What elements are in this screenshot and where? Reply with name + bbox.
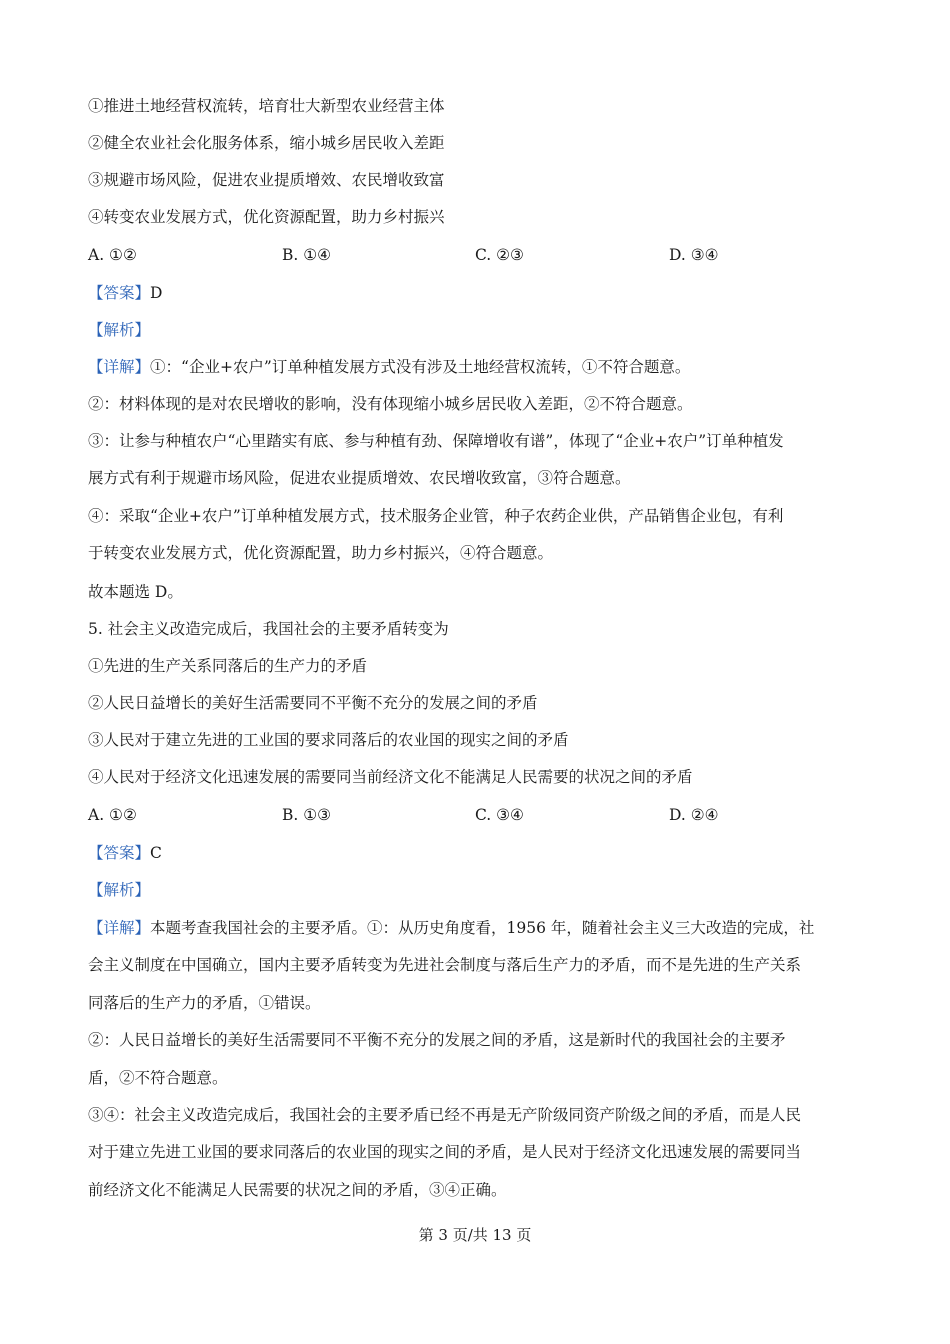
q5-statement-3: ③人民对于建立先进的工业国的要求同落后的农业国的现实之间的矛盾 bbox=[88, 731, 569, 749]
q5-statement-2: ②人民日益增长的美好生活需要同不平衡不充分的发展之间的矛盾 bbox=[88, 694, 538, 712]
q5-analysis bbox=[88, 879, 150, 901]
q4-statement-3: ③规避市场风险，促进农业提质增效、农民增收致富 bbox=[88, 171, 445, 189]
q4-option-c: C. ②③ bbox=[475, 246, 524, 264]
q5-option-c: C. ③④ bbox=[475, 806, 524, 824]
q4-detail-text-1: ①：“企业+农户”订单种植发展方式没有涉及土地经营权流转，①不符合题意。 bbox=[150, 358, 691, 376]
q5-detail-4: ②：人民日益增长的美好生活需要同不平衡不充分的发展之间的矛盾，这是新时代的我国社会的主要矛 bbox=[88, 1031, 786, 1049]
q4-option-b: B. ①④ bbox=[282, 246, 332, 264]
q5-analysis-tag: 【解析】 bbox=[88, 881, 151, 899]
q4-detail-2: ②：材料体现的是对农民增收的影响，没有体现缩小城乡居民收入差距，②不符合题意。 bbox=[88, 395, 693, 413]
q5-option-a: A. ①② bbox=[88, 806, 137, 824]
q5-answer bbox=[88, 842, 162, 864]
q5-detail-2: 会主义制度在中国确立，国内主要矛盾转变为先进社会制度与落后生产力的矛盾，而不是先进的生产关系 bbox=[88, 956, 802, 974]
q5-stem: 5. 社会主义改造完成后，我国社会的主要矛盾转变为 bbox=[88, 620, 449, 638]
q4-analysis-tag: 【解析】 bbox=[88, 321, 151, 339]
q4-statement-1: ①推进土地经营权流转，培育壮大新型农业经营主体 bbox=[88, 97, 445, 115]
q5-option-b: B. ①③ bbox=[282, 806, 332, 824]
q5-detail-tag: 【详解】 bbox=[88, 919, 151, 937]
q5-answer-value: C bbox=[150, 844, 162, 862]
q4-answer-tag: 【答案】 bbox=[88, 284, 151, 302]
q4-answer bbox=[88, 282, 162, 304]
q5-detail-8: 前经济文化不能满足人民需要的状况之间的矛盾，③④正确。 bbox=[88, 1181, 507, 1199]
q5-detail-7: 对于建立先进工业国的要求同落后的农业国的现实之间的矛盾，是人民对于经济文化迅速发展的需要同当 bbox=[88, 1143, 802, 1161]
q4-analysis bbox=[88, 319, 150, 341]
q4-detail-5: ④：采取“企业+农户”订单种植发展方式，技术服务企业管，种子农药企业供，产品销售企业包，有利 bbox=[88, 507, 784, 525]
q5-detail-3: 同落后的生产力的矛盾，①错误。 bbox=[88, 994, 321, 1012]
q5-statement-1: ①先进的生产关系同落后的生产力的矛盾 bbox=[88, 657, 368, 675]
q4-answer-value: D bbox=[150, 284, 163, 302]
q4-statement-4: ④转变农业发展方式，优化资源配置，助力乡村振兴 bbox=[88, 208, 445, 226]
q4-option-a: A. ①② bbox=[88, 246, 137, 264]
q4-option-d: D. ③④ bbox=[669, 246, 719, 264]
q5-detail-text-1: 本题考查我国社会的主要矛盾。①：从历史角度看，1956 年，随着社会主义三大改造的完成，社 bbox=[150, 919, 815, 937]
q4-detail-tag: 【详解】 bbox=[88, 358, 151, 376]
q4-detail-3: ③：让参与种植农户“心里踏实有底、参与种植有劲、保障增收有谱”，体现了“企业+农户”订单种植发 bbox=[88, 432, 784, 450]
q4-detail-6: 于转变农业发展方式，优化资源配置，助力乡村振兴，④符合题意。 bbox=[88, 544, 554, 562]
q5-answer-tag: 【答案】 bbox=[88, 844, 151, 862]
q5-detail-1 bbox=[88, 917, 814, 939]
q5-detail-6: ③④：社会主义改造完成后，我国社会的主要矛盾已经不再是无产阶级同资产阶级之间的矛盾，而是人民 bbox=[88, 1106, 802, 1124]
page-footer: 第 3 页/共 13 页 bbox=[418, 1226, 532, 1244]
q4-detail-4: 展方式有利于规避市场风险，促进农业提质增效、农民增收致富，③符合题意。 bbox=[88, 469, 631, 487]
q4-statement-2: ②健全农业社会化服务体系，缩小城乡居民收入差距 bbox=[88, 134, 445, 152]
q4-detail-1 bbox=[88, 356, 690, 378]
q5-statement-4: ④人民对于经济文化迅速发展的需要同当前经济文化不能满足人民需要的状况之间的矛盾 bbox=[88, 768, 693, 786]
q4-conclusion: 故本题选 D。 bbox=[88, 583, 183, 601]
q5-option-d: D. ②④ bbox=[669, 806, 719, 824]
q5-detail-5: 盾，②不符合题意。 bbox=[88, 1069, 228, 1087]
